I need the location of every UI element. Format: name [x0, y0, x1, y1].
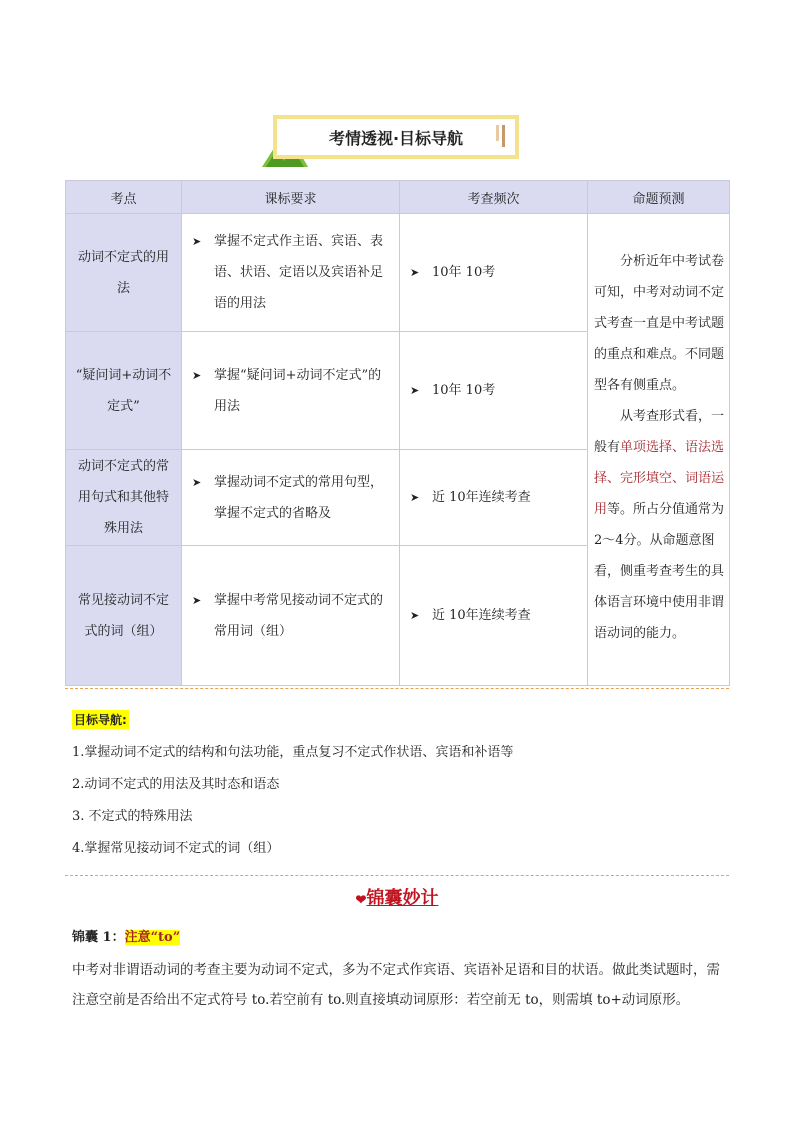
requirement-text: 掌握中考常见接动词不定式的常用词（组） — [214, 592, 384, 639]
form-single-choice: 单项选择 — [620, 440, 673, 455]
banner-title — [273, 115, 519, 159]
frequency-text: 10年 10考 — [432, 265, 496, 280]
frequency-cell — [400, 450, 588, 546]
header-requirement: 课标要求 — [182, 181, 400, 214]
requirement-cell — [182, 450, 400, 546]
requirement-cell — [182, 214, 400, 332]
frequency-text: 近 10年连续考查 — [432, 608, 531, 623]
topic-cell: 常见接动词不定式的词（组） — [66, 546, 182, 686]
frequency-cell — [400, 546, 588, 686]
section-title-text: 锦囊妙计 — [366, 888, 439, 909]
section-banner — [262, 113, 524, 173]
tip-title — [72, 926, 180, 945]
banner-decoration — [496, 125, 499, 141]
goal-item: 1.掌握动词不定式的结构和句法功能，重点复习不定式作状语、宾语和补语等 — [72, 745, 514, 760]
prediction-cell: 分析近年中考试卷可知，中考对动词不定式考查一直是中考试题的重点和难点。不同题型各有侧重点。 从考查形式看，一般有单项选择、语法选择、完形填空、词语运用等。所占分值通常为 2～4分。从命题意图看，侧重考查考生的具体语言环境中使用非谓语动词的能力。 — [588, 214, 730, 686]
table-header-row — [66, 181, 730, 214]
prediction-paragraph-1: 分析近年中考试卷可知，中考对动词不定式考查一直是中考试题的重点和难点。不同题型各有侧重点。 — [594, 254, 725, 393]
topic-cell: 动词不定式的用法 — [66, 214, 182, 332]
frequency-cell — [400, 214, 588, 332]
topic-cell: “疑问词+动词不定式” — [66, 332, 182, 450]
form-word-usage: 词语运用 — [594, 471, 725, 517]
goal-item: 4.掌握常见接动词不定式的词（组） — [72, 841, 280, 856]
arrow-bullet-icon: ➤ — [410, 491, 420, 504]
frequency-cell — [400, 332, 588, 450]
prediction-paragraph-2: 从考查形式看，一般有 — [594, 409, 725, 455]
frequency-text: 近 10年连续考查 — [432, 490, 531, 505]
goal-item: 2.动词不定式的用法及其时态和语态 — [72, 777, 280, 792]
arrow-bullet-icon: ➤ — [192, 368, 202, 382]
section-title — [0, 884, 794, 910]
header-prediction: 命题预测 — [588, 181, 730, 214]
banner-title-text: 考情透视·目标导航 — [328, 128, 464, 148]
arrow-bullet-icon: ➤ — [192, 475, 202, 489]
form-grammar-choice: 语法选择 — [594, 440, 725, 486]
divider — [65, 875, 729, 876]
requirement-text: 掌握动词不定式的常用句型，掌握不定式的省略及 — [214, 474, 384, 521]
table-row — [66, 214, 730, 332]
requirement-text: 掌握“疑问词+动词不定式”的用法 — [214, 367, 382, 414]
banner-decoration — [502, 125, 505, 147]
header-topic: 考点 — [66, 181, 182, 214]
arrow-bullet-icon: ➤ — [410, 384, 420, 397]
requirement-cell — [182, 332, 400, 450]
divider — [65, 688, 729, 689]
requirement-text: 掌握不定式作主语、宾语、表语、状语、定语以及宾语补足语的用法 — [214, 234, 384, 311]
arrow-bullet-icon: ➤ — [410, 609, 420, 622]
arrow-bullet-icon: ➤ — [192, 235, 202, 248]
tip-label: 锦囊 1： — [72, 930, 125, 945]
goals-title: 目标导航: — [72, 710, 129, 729]
frequency-text: 10年 10考 — [432, 383, 496, 398]
exam-analysis-table — [65, 180, 730, 686]
form-cloze: 完形填空 — [620, 471, 673, 486]
goal-item: 3. 不定式的特殊用法 — [72, 809, 193, 824]
arrow-bullet-icon: ➤ — [410, 266, 420, 279]
topic-cell: 动词不定式的常用句式和其他特殊用法 — [66, 450, 182, 546]
arrow-bullet-icon: ➤ — [192, 593, 202, 607]
prediction-paragraph-2-end: 等。所占分值通常为 2～4分。从命题意图看，侧重考查考生的具体语言环境中使用非谓语动词的能力。 — [594, 502, 725, 641]
heart-icon: ❤ — [355, 893, 367, 908]
tip-paragraph: 中考对非谓语动词的考查主要为动词不定式，多为不定式作宾语、宾语补足语和目的状语。做此类试题时，需注意空前是否给出不定式符号 to.若空前有 to.则直接填动词原形：若空前无 to，则需填 to+动词原形。 — [72, 962, 720, 1008]
header-frequency: 考查频次 — [400, 181, 588, 214]
tip-highlight: 注意“to” — [124, 930, 181, 945]
requirement-cell — [182, 546, 400, 686]
